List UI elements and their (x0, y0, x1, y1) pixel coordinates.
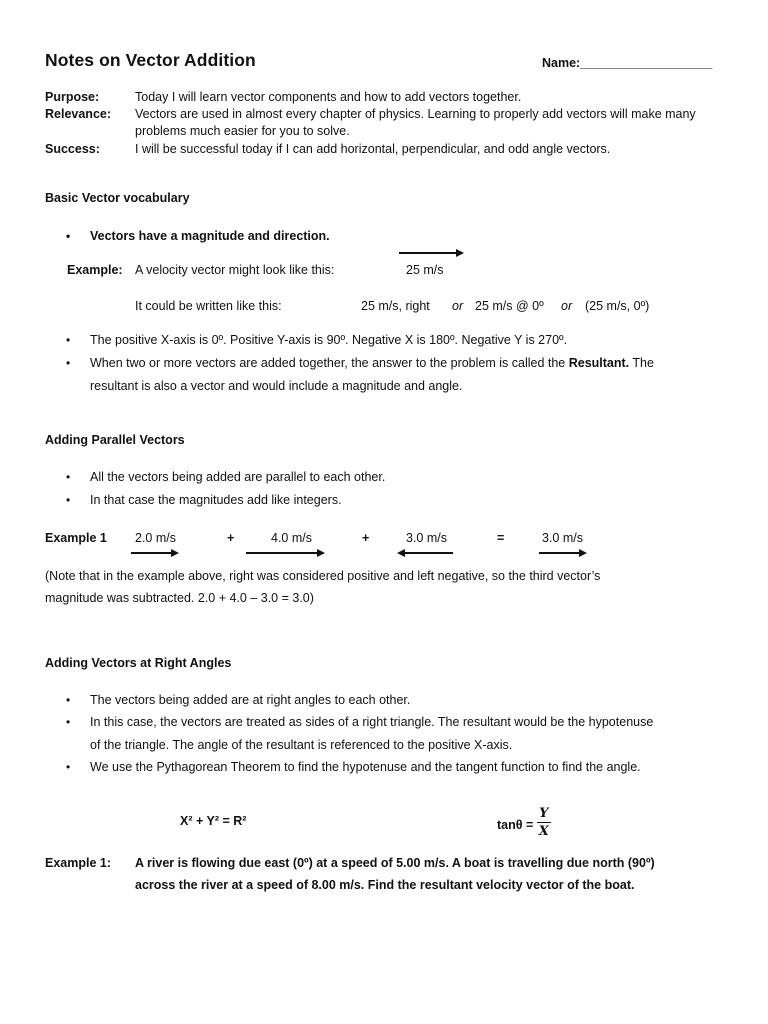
purpose-label: Purpose: (45, 90, 100, 104)
parallel-example-label: Example 1 (45, 531, 107, 545)
plus-sign-1: + (227, 531, 235, 545)
or-word-2: or (561, 299, 573, 313)
vector-form-1: 25 m/s, right (361, 299, 430, 313)
parallel-vector-3-label: 3.0 m/s (406, 531, 447, 545)
example-label: Example: (67, 263, 123, 277)
tangent-denominator: X (538, 824, 549, 839)
name-field-label: Name:___________________ (542, 56, 713, 70)
success-text: I will be successful today if I can add horizontal, perpendicular, and odd angle vectors. (135, 142, 611, 156)
fraction-bar (537, 822, 551, 823)
section-heading-parallel: Adding Parallel Vectors (45, 433, 185, 447)
parallel-result-label: 3.0 m/s (542, 531, 583, 545)
pythagorean-equation: X² + Y² = R² (180, 814, 247, 828)
parallel-vector-3-arrow (399, 552, 453, 554)
bullet-axis-angles: • The positive X-axis is 0º. Positive Y-axis is 90º. Negative X is 180º. Negative Y is 270º. (90, 329, 567, 351)
relevance-text-line1: Vectors are used in almost every chapter of physics. Learning to properly add vectors will make many (135, 107, 696, 121)
purpose-text: Today I will learn vector components and how to add vectors together. (135, 90, 522, 104)
parallel-vector-2-label: 4.0 m/s (271, 531, 312, 545)
tangent-numerator: Y (539, 806, 549, 821)
success-label: Success: (45, 142, 100, 156)
example-text: A velocity vector might look like this: (135, 263, 335, 277)
parallel-result-arrow (539, 552, 585, 554)
vector-magnitude-label: 25 m/s (406, 263, 444, 277)
section-heading-right-angles: Adding Vectors at Right Angles (45, 656, 232, 670)
river-example-label: Example 1: (45, 856, 112, 870)
equals-sign: = (497, 531, 505, 545)
velocity-vector-arrow (399, 252, 462, 254)
vector-form-3: (25 m/s, 0º) (585, 299, 650, 313)
river-example-line1: A river is flowing due east (0º) at a speed of 5.00 m/s. A boat is travelling due north (90º) (135, 856, 655, 870)
bullet-right-angles: • The vectors being added are at right angles to each other. (90, 689, 410, 711)
bullet-resultant (90, 352, 654, 374)
river-example-line2: across the river at a speed of 8.00 m/s. Find the resultant velocity vector of the boat. (135, 878, 635, 892)
written-text: It could be written like this: (135, 299, 282, 313)
vector-form-2: 25 m/s @ 0º (475, 299, 544, 313)
parallel-vector-1-arrow (131, 552, 177, 554)
tangent-fraction (537, 806, 551, 839)
tangent-label: tanθ = (497, 817, 534, 832)
section-heading-basic: Basic Vector vocabulary (45, 191, 190, 205)
tangent-equation (497, 806, 551, 839)
bullet-resultant-line2: resultant is also a vector and would include a magnitude and angle. (90, 379, 463, 393)
bullet-magnitude-direction: • Vectors have a magnitude and direction. (90, 225, 330, 247)
bullet-parallel: • All the vectors being added are parallel to each other. (90, 466, 385, 488)
page-title: Notes on Vector Addition (45, 50, 256, 70)
relevance-label: Relevance: (45, 107, 112, 121)
parallel-note-line2: magnitude was subtracted. 2.0 + 4.0 – 3.0 = 3.0) (45, 591, 314, 605)
bullet-right-triangle-line2: of the triangle. The angle of the resultant is referenced to the positive X-axis. (90, 738, 513, 752)
parallel-vector-1-label: 2.0 m/s (135, 531, 176, 545)
bullet-resultant-post: The (629, 356, 654, 370)
relevance-text-line2: problems much easier for you to solve. (135, 124, 350, 138)
bullet-pythagorean: • We use the Pythagorean Theorem to find the hypotenuse and the tangent function to find the angle. (90, 756, 641, 778)
bullet-right-triangle: • In this case, the vectors are treated as sides of a right triangle. The resultant would be the hypotenuse (90, 711, 653, 733)
bullet-integers: • In that case the magnitudes add like integers. (90, 489, 342, 511)
plus-sign-2: + (362, 531, 370, 545)
bullet-resultant-pre: When two or more vectors are added together, the answer to the problem is called the (90, 356, 569, 370)
resultant-term: Resultant. (568, 356, 630, 370)
or-word-1: or (452, 299, 464, 313)
parallel-note-line1: (Note that in the example above, right was considered positive and left negative, so the third vector’s (45, 569, 601, 583)
parallel-vector-2-arrow (246, 552, 323, 554)
